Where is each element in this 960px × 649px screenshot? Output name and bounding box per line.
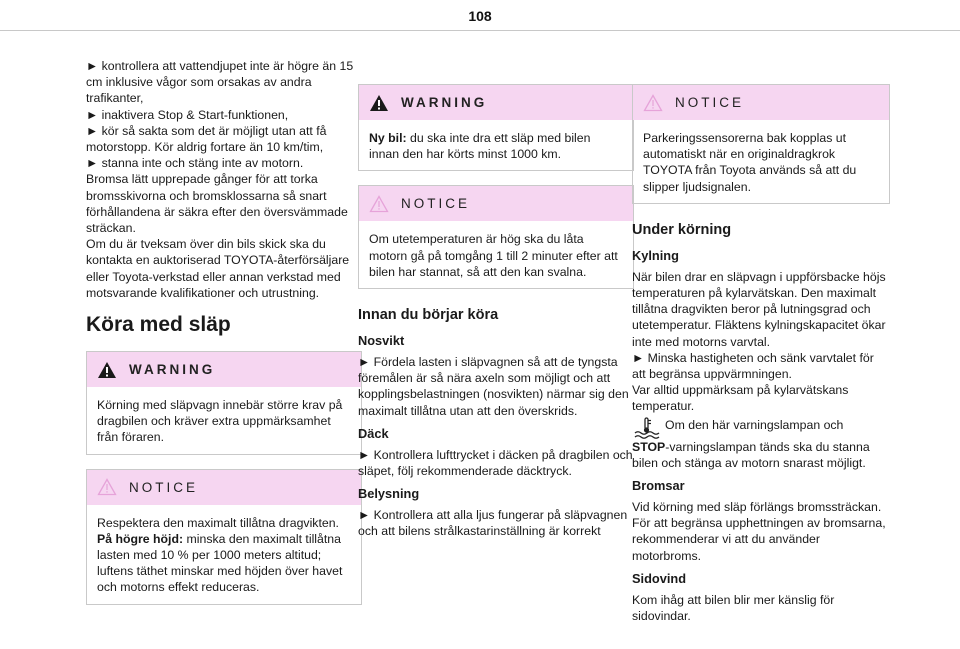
warning-box-header (359, 85, 633, 120)
dack-heading: Däck (358, 425, 389, 441)
notice-icon (369, 195, 389, 213)
notice-title: NOTICE (675, 95, 745, 110)
header-divider (0, 30, 960, 31)
notice-text: Parkeringssensorerna bak kopplas ut automatiskt när en originaldragkrok TOYOTA från Toyota används så att du slipper ljudsignalen. (643, 131, 857, 194)
notice-text-continued: minska den maximalt tillåtna lasten med 10 % per 1000 meters altitud; luftens täthet minskar med höjden över havet och motorns effekt reduceras. (97, 531, 343, 595)
nosvikt-text: ► Fördela lasten i släpvagnen så att de tyngsta föremålen är så nära axeln som möjligt och att kopplingsbelastningen (nosvikten) närmar sig den maximalt tillåtna utan att den överskrids. (358, 355, 629, 418)
notice-body (87, 505, 361, 604)
notice-box-header (87, 470, 361, 505)
notice-icon (643, 94, 663, 112)
notice-text: Om utetemperaturen är hög ska du låta motorn gå på tomgång 1 till 2 minuter efter att bilen har stannat, så att den kan svalna. (369, 232, 618, 279)
intro-text: ► kontrollera att vattendjupet inte är högre än 15 cm inklusive vågor som orsakas av andra trafikanter, ► inaktivera Stop & Start-funktionen, ► kör så sakta som det är möjligt utan att få motorstopp. Kör aldrig fortare än 10 km/tim, ► stanna inte och stäng inte av motorn. Bromsa lätt upprepade gånger för att torka bromsskivorna och bromsklossarna så snart förhållandena är säkra efter den översvämmade sträckan. Om du är tveksam över din bils skick ska du kontakta en auktoriserad TOYOTA-återförsäljare eller Toyota-verkstad eller annan verkstad med motsvarande kvalifikationer och utrustning. (86, 59, 354, 300)
sidovind-heading: Sidovind (632, 570, 687, 586)
nosvikt-heading: Nosvikt (358, 333, 405, 349)
bromsar-heading: Bromsar (632, 478, 685, 494)
warning-icon (369, 94, 389, 112)
column-right (632, 84, 890, 631)
section-title: Köra med släp (86, 313, 231, 337)
notice-icon (97, 478, 117, 496)
dack-text: ► Kontrollera lufttrycket i däcken på dragbilen och släpet, följ rekommenderade däcktryck. (358, 447, 633, 479)
notice-box-header (359, 186, 633, 221)
coolant-temperature-icon (632, 417, 662, 439)
subsection-heading: Innan du börjar köra (358, 307, 499, 324)
column-middle (358, 84, 634, 547)
notice-title: NOTICE (129, 479, 199, 495)
notice-text: Respektera den maximalt tillåtna dragvikten. (97, 515, 339, 530)
warning-title: WARNING (129, 362, 216, 378)
notice-box (86, 469, 362, 605)
kylning-text: När bilen drar en släpvagn i uppförsbacke höjs temperaturen på kylarvätskan. Den maximalt tillåtna dragvikten beror på lutningsgrad och utetemperatur. Fläktens kylningskapacitet ökar inte med motorns varvtal. ► Minska hastigheten och sänk varvtalet för att begränsa uppvärmningen. Var alltid uppmärksam på kylarvätskans temperatur. (632, 269, 886, 414)
notice-box-header (633, 85, 889, 120)
warning-bold-label: Ny bil: (369, 131, 407, 145)
coolant-warning-text (632, 439, 890, 471)
stop-label: STOP (632, 439, 666, 454)
notice-box (632, 84, 890, 204)
coolant-warning-continued: -varningslampan tänds ska du stanna bilen och stänga av motorn snarast möjligt. (632, 439, 870, 470)
coolant-warning-paragraph (632, 417, 890, 439)
warning-icon (97, 361, 117, 379)
column-left (86, 58, 362, 619)
sidovind-text: Kom ihåg att bilen blir mer känslig för sidovindar. (632, 592, 835, 624)
warning-text: du ska inte dra ett släp med bilen innan den har körts minst 1000 km. (369, 131, 591, 162)
notice-title: NOTICE (401, 196, 471, 212)
notice-box (358, 185, 634, 289)
warning-title: WARNING (401, 95, 488, 110)
warning-text: Körning med släpvagn innebär större krav på dragbilen och kräver extra uppmärksamhet från föraren. (97, 398, 343, 445)
belysning-text: ► Kontrollera att alla ljus fungerar på släpvagnen och att bilens strålkastarinställning är korrekt (358, 508, 628, 539)
belysning-heading: Belysning (358, 486, 420, 502)
bromsar-text: Vid körning med släp förlängs bromssträckan. För att begränsa upphettningen av bromsarna, rekommenderar vi att du använder motorbroms. (632, 500, 886, 563)
coolant-warning-lead: Om den här varningslampan och (665, 417, 844, 432)
warning-body (359, 120, 633, 170)
warning-box-header (87, 352, 361, 387)
warning-box (86, 351, 362, 455)
notice-bold-label: På högre höjd: (97, 531, 184, 546)
page-number: 108 (468, 8, 492, 24)
subsection-heading: Under körning (632, 221, 732, 238)
warning-box (358, 84, 634, 171)
kylning-heading: Kylning (632, 247, 679, 263)
